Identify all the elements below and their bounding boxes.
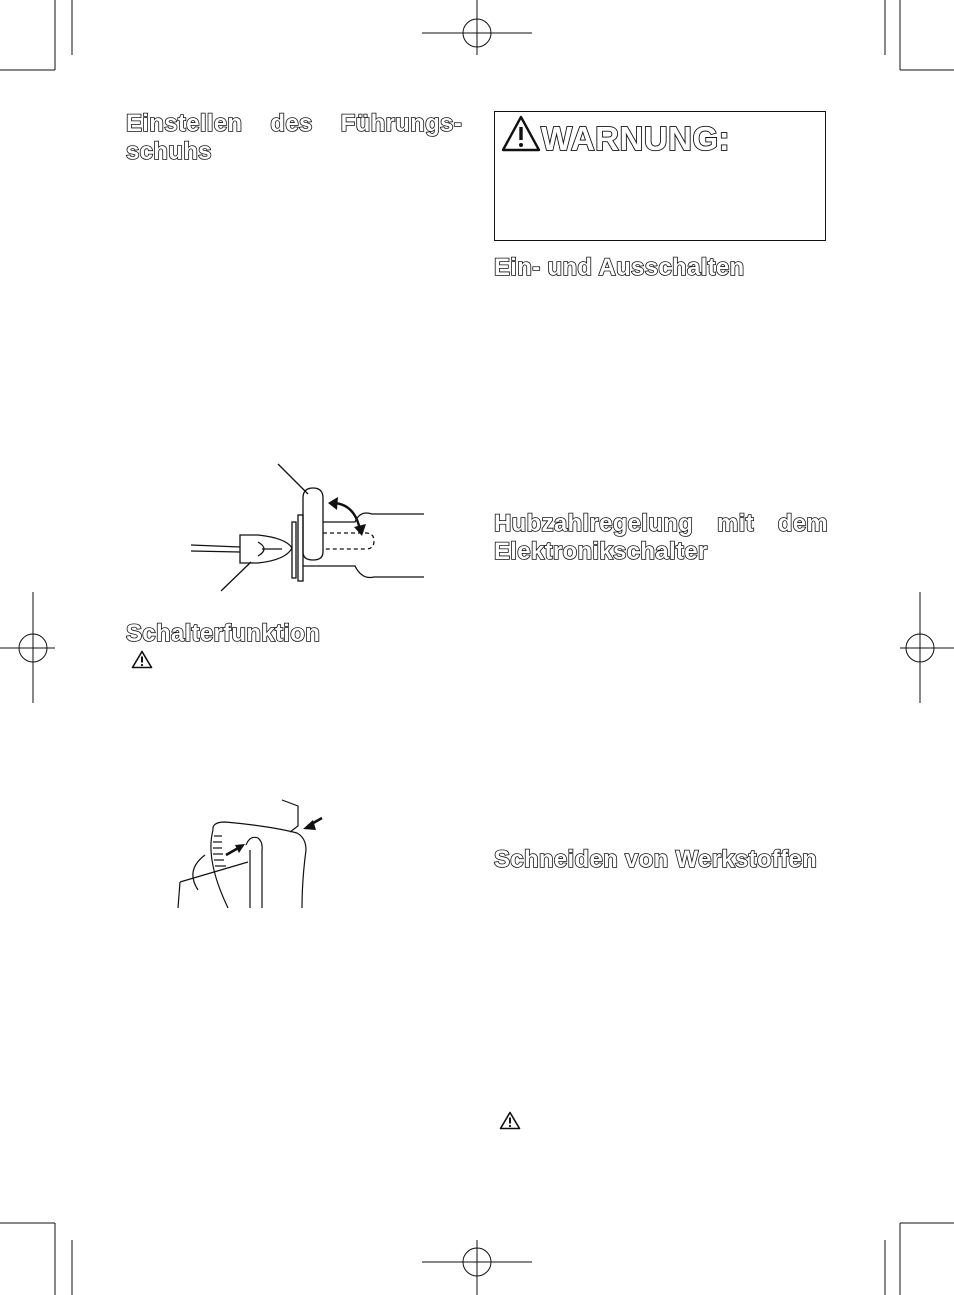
guide-shoe-illustration bbox=[191, 464, 424, 591]
heading-speed-line2: Elektronikschalter bbox=[494, 538, 708, 565]
heading-guide-shoe-line2: schuhs bbox=[126, 138, 212, 165]
heading-on-off: Ein- und Ausschalten bbox=[494, 254, 745, 281]
warning-triangle-icon bbox=[501, 115, 541, 153]
switch-illustration bbox=[178, 800, 322, 908]
warning-triangle-icon bbox=[499, 1111, 521, 1130]
heading-switch-function: Schalterfunktion bbox=[126, 620, 321, 647]
heading-cutting: Schneiden von Werkstoffen bbox=[494, 846, 818, 873]
heading-speed-line1: Hubzahlregelung mit dem bbox=[494, 510, 828, 537]
warning-triangle-icon bbox=[131, 650, 153, 669]
warning-title: WARNUNG: bbox=[541, 120, 731, 157]
heading-guide-shoe-line1: Einstellen des Führungs- bbox=[126, 110, 462, 137]
warning-box bbox=[494, 111, 826, 241]
